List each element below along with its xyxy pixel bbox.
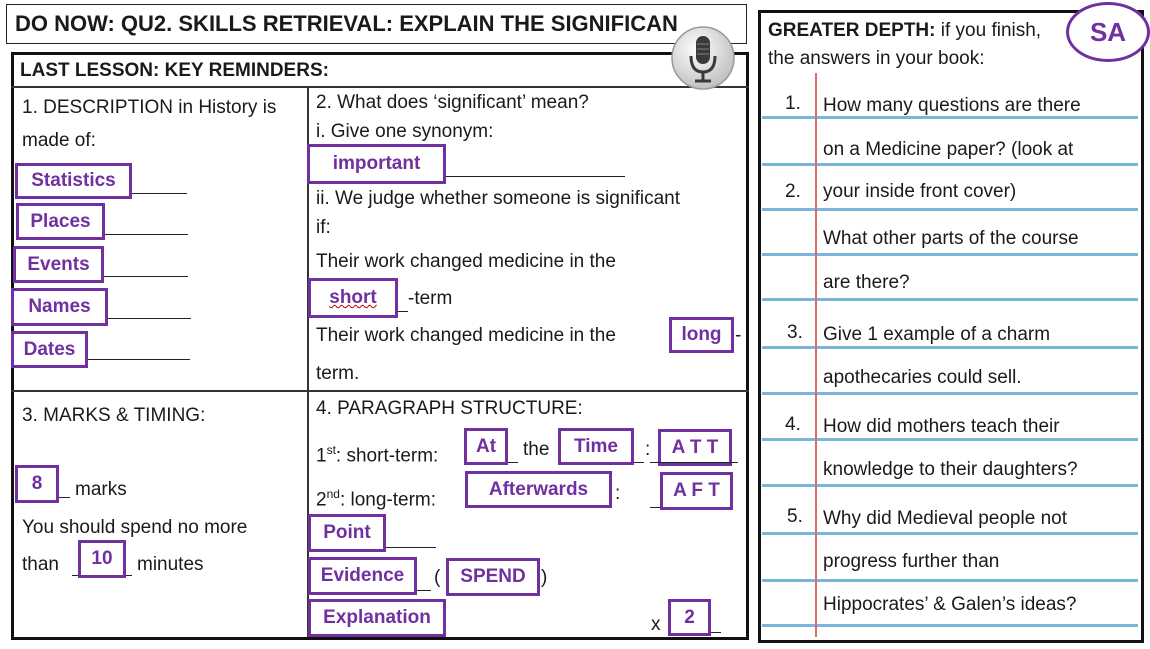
question-number: 1. [785, 93, 801, 114]
dash-text: - [735, 325, 742, 346]
answer-time: Time [558, 428, 634, 465]
term-text: term. [316, 363, 360, 384]
answer-blank [711, 632, 721, 633]
answer-spend: SPEND [446, 558, 540, 596]
ruled-line [762, 624, 1138, 627]
significant-question: 2. What does ‘significant’ mean? [316, 92, 589, 113]
paragraph-heading: 4. PARAGRAPH STRUCTURE: [316, 398, 583, 419]
judge-text-if: if: [316, 217, 331, 238]
answer-marks: 8 [15, 465, 59, 503]
question-text: Why did Medieval people not [823, 508, 1067, 529]
answer-blank [130, 193, 187, 194]
divider [11, 86, 749, 88]
subtitle: LAST LESSON: KEY REMINDERS: [20, 60, 329, 81]
close-paren: ) [541, 567, 548, 588]
question-text: How many questions are there [823, 95, 1081, 116]
ruled-line [762, 579, 1138, 582]
answer-long: long [669, 317, 734, 353]
answer-blank [508, 462, 518, 463]
ruled-line [762, 253, 1138, 256]
question-text: Hippocrates’ & Galen’s ideas? [823, 594, 1077, 615]
question-number: 4. [785, 414, 801, 435]
answer-times: 2 [668, 599, 711, 636]
answer-blank [650, 462, 738, 463]
question-text: your inside front cover) [823, 181, 1017, 202]
answer-blank [386, 547, 436, 548]
answer-short: short [308, 278, 398, 318]
divider [11, 390, 749, 392]
question-text: How did mothers teach their [823, 416, 1060, 437]
answer-evidence: Evidence [308, 557, 417, 595]
answer-blank [88, 359, 190, 360]
answer-blank [650, 507, 660, 508]
question-text: knowledge to their daughters? [823, 459, 1078, 480]
answer-blank [417, 590, 431, 591]
question-number: 3. [787, 322, 803, 343]
answer-blank [104, 234, 188, 235]
page-title: DO NOW: QU2. SKILLS RETRIEVAL: EXPLAIN THE SIGNIFICAN [6, 4, 747, 44]
question-text: What other parts of the course [823, 228, 1079, 249]
answer-blank [398, 311, 408, 312]
answer-explanation: Explanation [308, 599, 446, 637]
question-number: 2. [785, 181, 801, 202]
greater-depth-instruction: the answers in your book: [768, 48, 985, 69]
question-text: are there? [823, 272, 910, 293]
greater-depth-label: GREATER DEPTH: if you finish, [768, 20, 1042, 41]
answer-blank [103, 276, 188, 277]
colon-text: : [615, 483, 621, 504]
long-term-text: Their work changed medicine in the [316, 325, 616, 346]
colon-text: : [645, 439, 651, 460]
answer-blank [59, 497, 70, 498]
than-text: than [22, 554, 59, 575]
synonym-prompt: i. Give one synonym: [316, 121, 494, 142]
ruled-line [762, 392, 1138, 395]
answer-names: Names [11, 288, 108, 326]
ruled-line [762, 208, 1138, 211]
spend-text: You should spend no more [22, 517, 248, 538]
answer-att: A T T [658, 429, 732, 466]
answer-aft: A F T [660, 472, 733, 510]
answer-at: At [464, 428, 508, 465]
answer-blank [445, 176, 625, 177]
description-heading-line-2: made of: [22, 130, 96, 151]
answer-places: Places [16, 203, 105, 240]
ruled-line [762, 298, 1138, 301]
short-term-text: Their work changed medicine in the [316, 251, 616, 272]
open-paren: ( [434, 567, 441, 588]
minutes-label: minutes [137, 554, 204, 575]
ruled-line [762, 532, 1138, 535]
term-suffix: -term [408, 288, 453, 309]
answer-afterwards: Afterwards [465, 471, 612, 508]
answer-events: Events [13, 246, 104, 283]
ruled-line [762, 163, 1138, 166]
answer-blank [107, 318, 191, 319]
second-label: 2nd: long-term: [316, 487, 437, 511]
margin-line [815, 73, 817, 637]
microphone-icon[interactable] [670, 18, 736, 94]
answer-statistics: Statistics [15, 163, 132, 199]
description-heading: 1. DESCRIPTION in History is [22, 97, 277, 118]
question-text: on a Medicine paper? (look at [823, 139, 1074, 160]
question-text: apothecaries could sell. [823, 367, 1022, 388]
answer-point: Point [308, 514, 386, 552]
question-text: progress further than [823, 551, 1000, 572]
ruled-line [762, 484, 1138, 487]
sa-badge: SA [1066, 2, 1150, 62]
question-text: Give 1 example of a charm [823, 324, 1051, 345]
question-number: 5. [787, 506, 803, 527]
answer-dates: Dates [11, 331, 88, 368]
answer-minutes: 10 [78, 540, 126, 578]
the-text: the [523, 439, 550, 460]
judge-text: ii. We judge whether someone is significant [316, 188, 681, 209]
times-x: x [651, 614, 661, 635]
answer-important: important [307, 144, 446, 184]
answer-blank [634, 462, 644, 463]
marks-label: marks [75, 479, 127, 500]
first-label: 1st: short-term: [316, 443, 439, 467]
marks-heading: 3. MARKS & TIMING: [22, 405, 206, 426]
